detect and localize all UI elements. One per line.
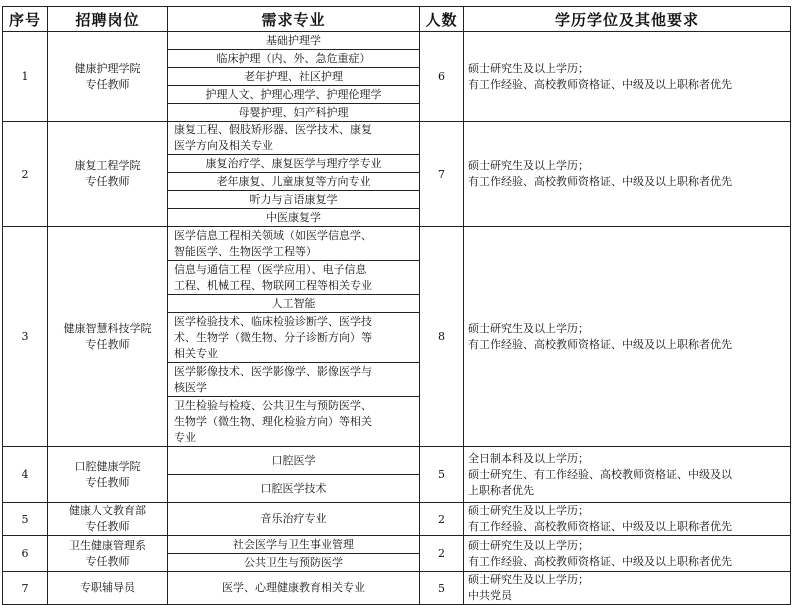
post-line: 健康人文教育部 — [69, 504, 146, 517]
post-line: 专任教师 — [85, 77, 130, 91]
requirement-line: 有工作经验、高校教师资格证、中级及以上职称者优先 — [468, 77, 732, 91]
row-number: 7 — [3, 572, 48, 605]
major-cell — [168, 572, 420, 605]
post-line: 口腔健康学院 — [74, 459, 141, 473]
recruitment-post — [48, 447, 168, 503]
major-line: 公共卫生与预防医学 — [244, 555, 343, 569]
post-line: 专职辅导员 — [80, 581, 135, 594]
major-cell — [168, 261, 420, 295]
headcount: 8 — [420, 227, 464, 447]
post-line: 康复工程学院 — [74, 159, 141, 172]
requirements — [464, 227, 791, 447]
headcount: 2 — [420, 536, 464, 572]
row-number: 5 — [3, 503, 48, 536]
recruitment-post — [48, 227, 168, 447]
major-cell — [168, 173, 420, 191]
major-line: 老年护理、社区护理 — [244, 69, 343, 83]
major-cell — [168, 536, 420, 554]
headcount: 6 — [420, 32, 464, 122]
post-line: 专任教师 — [85, 520, 130, 533]
major-line: 基础护理学 — [266, 33, 321, 47]
row-number: 4 — [3, 447, 48, 503]
table-row — [3, 32, 791, 50]
major-cell — [168, 122, 420, 155]
recruitment-post — [48, 32, 168, 122]
major-cell — [168, 50, 420, 68]
major-line: 相关专业 — [174, 346, 218, 360]
table-body — [3, 32, 791, 605]
major-line: 人工智能 — [271, 296, 316, 310]
requirement-line: 上职称者优先 — [468, 483, 534, 497]
major-cell — [168, 447, 420, 475]
requirement-line: 硕士研究生及以上学历； — [468, 61, 589, 75]
header-no: 序号 — [3, 7, 48, 32]
requirement-line: 有工作经验、高校教师资格证、中级及以上职称者优先 — [468, 337, 732, 351]
table-row — [3, 447, 791, 475]
table-row — [3, 572, 791, 605]
major-line: 术、生物学（微生物、分子诊断方向）等 — [174, 330, 372, 344]
major-line: 医学影像技术、医学影像学、影像医学与 — [174, 364, 372, 378]
post-line: 专任教师 — [85, 554, 130, 568]
row-number: 6 — [3, 536, 48, 572]
major-line: 信息与通信工程（医学应用）、电子信息 — [174, 262, 367, 276]
header-count: 人数 — [420, 7, 464, 32]
post-line: 健康智慧科技学院 — [63, 321, 152, 335]
major-cell — [168, 155, 420, 173]
requirement-line: 硕士研究生及以上学历； — [468, 573, 589, 586]
major-line: 口腔医学 — [271, 453, 316, 467]
header-post: 招聘岗位 — [48, 7, 168, 32]
headcount: 5 — [420, 572, 464, 605]
major-line: 医学信息工程相关领域（如医学信息学、 — [174, 228, 372, 242]
major-cell — [168, 86, 420, 104]
major-line: 核医学 — [174, 380, 207, 394]
post-line: 健康护理学院 — [74, 61, 141, 75]
major-line: 智能医学、生物医学工程等） — [174, 244, 317, 258]
major-cell — [168, 475, 420, 503]
table-row — [3, 227, 791, 261]
major-cell — [168, 554, 420, 572]
post-line: 专任教师 — [85, 475, 130, 489]
requirement-line: 有工作经验、高校教师资格证、中级及以上职称者优先 — [468, 554, 732, 568]
requirement-line: 硕士研究生及以上学历； — [468, 321, 589, 335]
requirements — [464, 122, 791, 227]
major-cell — [168, 503, 420, 536]
requirement-line: 有工作经验、高校教师资格证、中级及以上职称者优先 — [468, 175, 732, 188]
major-line: 护理人文、护理心理学、护理伦理学 — [205, 87, 382, 101]
row-number: 2 — [3, 122, 48, 227]
requirement-line: 硕士研究生、有工作经验、高校教师资格证、中级及以 — [468, 467, 732, 481]
major-cell — [168, 104, 420, 122]
major-line: 生物学（微生物、理化检验方向）等相关 — [174, 414, 372, 428]
major-cell — [168, 363, 420, 397]
requirements — [464, 572, 791, 605]
major-cell — [168, 32, 420, 50]
requirement-line: 中共党员 — [468, 589, 512, 602]
header-major: 需求专业 — [168, 7, 420, 32]
headcount: 2 — [420, 503, 464, 536]
major-line: 老年康复、儿童康复等方向专业 — [216, 174, 371, 188]
table-row — [3, 503, 791, 536]
recruitment-post — [48, 503, 168, 536]
major-line: 社会医学与卫生事业管理 — [233, 537, 354, 551]
major-line: 康复工程、假肢矫形器、医学技术、康复 — [174, 123, 372, 136]
header-requirements: 学历学位及其他要求 — [464, 7, 791, 32]
major-line: 医学检验技术、临床检验诊断学、医学技 — [174, 314, 372, 328]
major-cell — [168, 227, 420, 261]
requirement-line: 全日制本科及以上学历； — [468, 451, 589, 465]
post-line: 专任教师 — [85, 175, 130, 188]
major-line: 音乐治疗专业 — [260, 512, 327, 525]
major-line: 中医康复学 — [266, 210, 321, 224]
major-line: 听力与言语康复学 — [249, 192, 338, 206]
row-number: 3 — [3, 227, 48, 447]
requirements — [464, 447, 791, 503]
major-line: 卫生检验与检疫、公共卫生与预防医学、 — [174, 398, 372, 412]
major-cell — [168, 191, 420, 209]
major-line: 医学、心理健康教育相关专业 — [222, 581, 365, 594]
major-line: 医学方向及相关专业 — [174, 139, 273, 152]
major-cell — [168, 68, 420, 86]
recruitment-table — [2, 6, 791, 605]
major-cell — [168, 209, 420, 227]
requirement-line: 硕士研究生及以上学历； — [468, 159, 589, 172]
row-number: 1 — [3, 32, 48, 122]
requirements — [464, 536, 791, 572]
requirements — [464, 32, 791, 122]
major-cell — [168, 313, 420, 363]
post-line: 专任教师 — [85, 337, 130, 351]
recruitment-post — [48, 536, 168, 572]
major-line: 专业 — [174, 430, 196, 444]
post-line: 卫生健康管理系 — [69, 538, 146, 552]
table-row — [3, 122, 791, 155]
headcount: 5 — [420, 447, 464, 503]
major-line: 母婴护理、妇产科护理 — [238, 105, 349, 119]
major-line: 临床护理（内、外、急危重症） — [216, 51, 371, 65]
header-row — [3, 7, 791, 32]
major-line: 口腔医学技术 — [260, 481, 327, 495]
major-cell — [168, 295, 420, 313]
requirements — [464, 503, 791, 536]
major-line: 康复治疗学、康复医学与理疗学专业 — [205, 156, 382, 170]
recruitment-post — [48, 572, 168, 605]
major-cell — [168, 397, 420, 447]
recruitment-post — [48, 122, 168, 227]
requirement-line: 硕士研究生及以上学历； — [468, 538, 589, 552]
requirement-line: 有工作经验、高校教师资格证、中级及以上职称者优先 — [468, 520, 732, 533]
major-line: 工程、机械工程、物联网工程等相关专业 — [174, 278, 372, 292]
table-row — [3, 536, 791, 554]
headcount: 7 — [420, 122, 464, 227]
requirement-line: 硕士研究生及以上学历； — [468, 504, 589, 517]
